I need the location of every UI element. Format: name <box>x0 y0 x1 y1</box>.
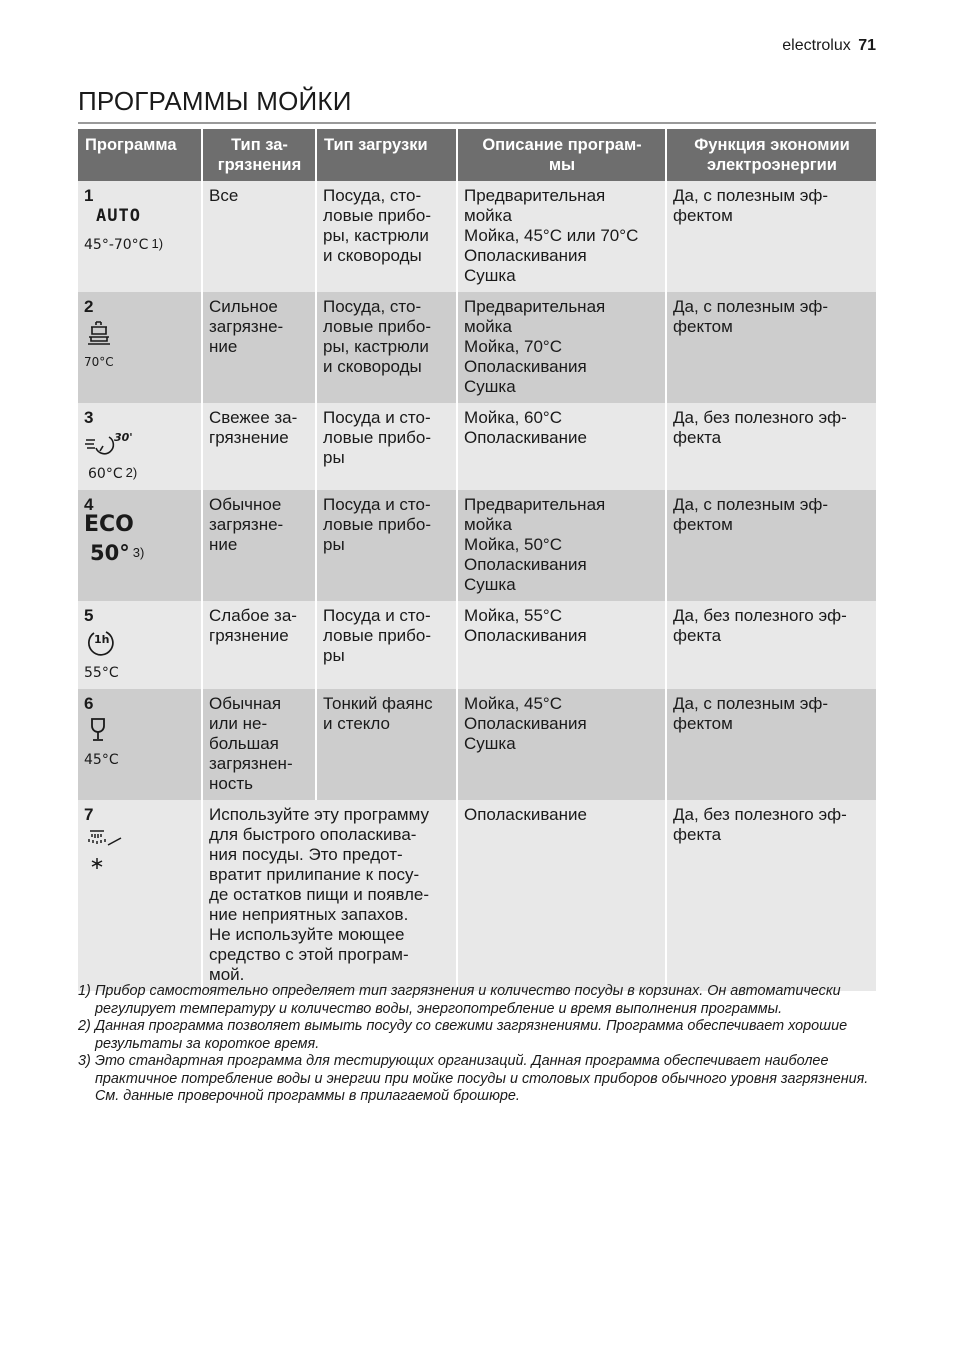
load-cell: Посуда, сто- ловые прибо- ры, кастрюли и сковороды <box>316 181 457 292</box>
table-row <box>78 292 876 403</box>
header-energy: Функция экономии электроэнергии <box>666 129 876 181</box>
soil-cell: Сильное загрязне- ние <box>202 292 316 403</box>
brand-name: electrolux <box>782 37 851 54</box>
footnote-ref: 1) <box>151 236 164 251</box>
program-cell <box>78 601 202 689</box>
eco-symbol: ECO <box>84 512 134 537</box>
quick-30-icon <box>84 430 134 456</box>
program-temp: 55°C <box>84 665 119 681</box>
program-number: 4 <box>84 495 94 514</box>
program-number: 7 <box>84 805 94 824</box>
program-number: 3 <box>84 408 94 427</box>
header-description: Описание програм- мы <box>457 129 666 181</box>
svg-text:30': 30' <box>114 431 133 444</box>
table-row <box>78 403 876 490</box>
description-cell: Мойка, 45°C Ополаскивания Сушка <box>457 689 666 800</box>
pots-icon <box>84 319 114 349</box>
program-cell <box>78 800 202 991</box>
description-cell: Мойка, 55°C Ополаскивания <box>457 601 666 689</box>
energy-cell: Да, с полезным эф- фектом <box>666 490 876 601</box>
footnote-number: 2) <box>78 1018 91 1034</box>
rinse-instructions: Используйте эту программу для быстрого ополаскива- ния посуды. Это предот- вратит прилипание к посу- де остатков пищи и появле- ние неприятных запахов. Не используйте моющее средство с этой програм- мой. <box>202 800 457 991</box>
program-temp: 70°C <box>84 355 114 369</box>
1h-icon <box>84 628 118 658</box>
program-cell <box>78 403 202 490</box>
footnotes <box>78 983 878 1106</box>
eco-temp: 50° <box>90 541 130 565</box>
load-cell: Посуда и сто- ловые прибо- ры <box>316 403 457 490</box>
program-temp: 45°C <box>84 752 119 768</box>
description-cell: Мойка, 60°C Ополаскивание <box>457 403 666 490</box>
header-soil: Тип за- грязнения <box>202 129 316 181</box>
program-number: 2 <box>84 297 94 316</box>
load-cell: Посуда, сто- ловые прибо- ры, кастрюли и сковороды <box>316 292 457 403</box>
energy-cell: Да, без полезного эф- фекта <box>666 800 876 991</box>
soil-cell: Свежее за- грязнение <box>202 403 316 490</box>
program-cell <box>78 292 202 403</box>
rinse-icon <box>84 827 124 875</box>
energy-cell: Да, с полезным эф- фектом <box>666 292 876 403</box>
description-cell: Предварительная мойка Мойка, 45°C или 70°C Ополаскивания Сушка <box>457 181 666 292</box>
table-header-row <box>78 129 876 181</box>
load-cell: Посуда и сто- ловые прибо- ры <box>316 490 457 601</box>
program-cell <box>78 689 202 800</box>
svg-text:1h: 1h <box>94 633 110 646</box>
auto-symbol: AUTO <box>96 206 141 226</box>
footnote <box>78 1018 878 1053</box>
energy-cell: Да, с полезным эф- фектом <box>666 181 876 292</box>
program-temp: 60°C <box>88 466 123 482</box>
table-row <box>78 689 876 800</box>
program-temp: 45°-70°C <box>84 237 149 253</box>
footnote-number: 1) <box>78 983 91 999</box>
program-cell <box>78 181 202 292</box>
program-cell <box>78 490 202 601</box>
footnote-ref: 2) <box>125 465 138 480</box>
page-header <box>782 37 876 55</box>
table-row <box>78 181 876 292</box>
header-load: Тип загрузки <box>316 129 457 181</box>
table-row <box>78 601 876 689</box>
description-cell: Предварительная мойка Мойка, 70°C Ополаскивания Сушка <box>457 292 666 403</box>
footnote-text: Прибор самостоятельно определяет тип загрязнения и количество посуды в корзинах. Он автоматически регулирует температуру и количество воды, энергопотребление и время выполнения программы. <box>95 983 841 1017</box>
title-divider <box>78 122 876 124</box>
soil-cell: Обычная или не- большая загрязнен- ность <box>202 689 316 800</box>
program-number: 1 <box>84 186 94 205</box>
load-cell: Посуда и сто- ловые прибо- ры <box>316 601 457 689</box>
footnote-ref: 3) <box>132 545 145 560</box>
soil-cell: Все <box>202 181 316 292</box>
table-row <box>78 490 876 601</box>
energy-cell: Да, с полезным эф- фектом <box>666 689 876 800</box>
energy-cell: Да, без полезного эф- фекта <box>666 403 876 490</box>
description-cell: Ополаскивание <box>457 800 666 991</box>
footnote <box>78 1053 878 1106</box>
table-row <box>78 800 876 991</box>
page-number: 71 <box>858 37 876 54</box>
soil-cell: Слабое за- грязнение <box>202 601 316 689</box>
programs-table <box>78 129 876 991</box>
footnote-text: Это стандартная программа для тестирующих организаций. Данная программа обеспечивает наиболее практичное потребление воды и энергии при мойке посуды и столовых приборов обычного уровня загрязнения. См. данные проверочной программы в прилагаемой брошюре. <box>95 1053 869 1104</box>
program-number: 5 <box>84 606 94 625</box>
footnote-text: Данная программа позволяет вымыть посуду со свежими загрязнениями. Программа обеспечивает хорошие результаты за короткое время. <box>95 1018 848 1052</box>
header-program: Программа <box>78 129 202 181</box>
energy-cell: Да, без полезного эф- фекта <box>666 601 876 689</box>
glass-icon <box>84 716 114 744</box>
soil-cell: Обычное загрязне- ние <box>202 490 316 601</box>
footnote <box>78 983 878 1018</box>
footnote-number: 3) <box>78 1053 91 1069</box>
load-cell: Тонкий фаянс и стекло <box>316 689 457 800</box>
program-number: 6 <box>84 694 94 713</box>
page-title: ПРОГРАММЫ МОЙКИ <box>78 86 352 116</box>
description-cell: Предварительная мойка Мойка, 50°C Ополаскивания Сушка <box>457 490 666 601</box>
